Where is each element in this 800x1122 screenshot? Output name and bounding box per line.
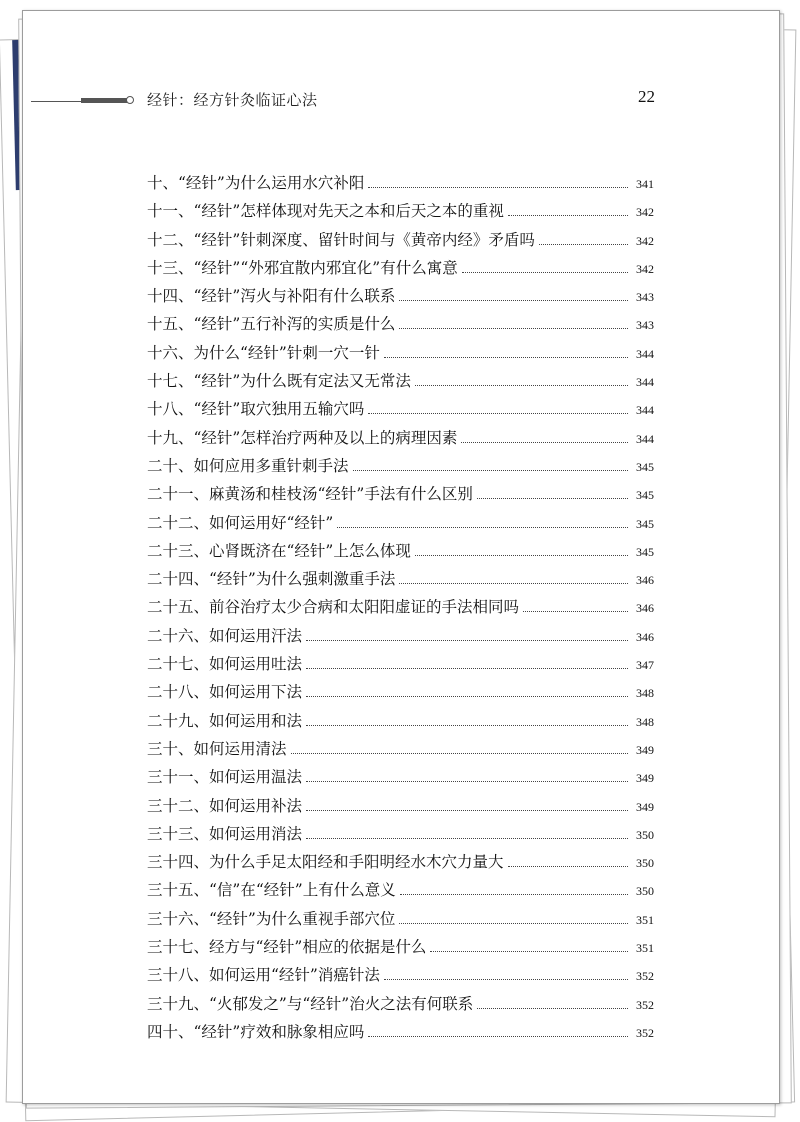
- toc-entry[interactable]: [147, 652, 654, 680]
- dot-leader: [306, 810, 628, 811]
- toc-entry-page: 350: [636, 884, 654, 899]
- toc-entry-page: 350: [636, 827, 654, 842]
- toc-entry[interactable]: [147, 567, 654, 595]
- toc-entry-page: 346: [636, 629, 654, 644]
- toc-entry-title: 十三、“经针”“外邪宜散内邪宜化”有什么寓意: [147, 258, 458, 277]
- toc-entry[interactable]: [147, 907, 654, 935]
- toc-entry[interactable]: [147, 397, 654, 425]
- dot-leader: [291, 753, 628, 754]
- toc-entry-page: 347: [636, 658, 654, 673]
- toc-entry[interactable]: [147, 454, 654, 482]
- dot-leader: [399, 923, 628, 924]
- toc-entry[interactable]: [147, 369, 654, 397]
- toc-entry[interactable]: [147, 256, 654, 284]
- toc-entry-page: 345: [636, 516, 654, 531]
- toc-entry[interactable]: [147, 794, 654, 822]
- toc-entry-title: 三十六、“经针”为什么重视手部穴位: [147, 909, 396, 928]
- dot-leader: [508, 866, 628, 867]
- toc-entry-page: 348: [636, 686, 654, 701]
- toc-entry[interactable]: [147, 737, 654, 765]
- toc-entry[interactable]: [147, 341, 654, 369]
- toc-entry-title: 二十四、“经针”为什么强刺激重手法: [147, 570, 396, 589]
- toc-entry[interactable]: [147, 284, 654, 312]
- toc-entry-title: 二十九、如何运用和法: [147, 711, 303, 730]
- toc-entry-title: 十一、“经针”怎样体现对先天之本和后天之本的重视: [147, 202, 504, 221]
- toc-entry-page: 344: [636, 346, 654, 361]
- toc-entry-page: 344: [636, 403, 654, 418]
- toc-entry-title: 十六、为什么“经针”针刺一穴一针: [147, 343, 380, 362]
- dot-leader: [368, 187, 628, 188]
- toc-entry-title: 二十七、如何运用吐法: [147, 655, 303, 674]
- running-title: 经针：经方针灸临证心法: [147, 91, 318, 109]
- toc-entry-page: 344: [636, 431, 654, 446]
- toc-entry-title: 十七、“经针”为什么既有定法又无常法: [147, 372, 411, 391]
- toc-entry-title: 三十四、为什么手足太阳经和手阳明经水木穴力量大: [147, 853, 504, 872]
- dot-leader: [368, 413, 628, 414]
- dot-leader: [477, 498, 628, 499]
- toc-entry-page: 351: [636, 912, 654, 927]
- toc-entry-title: 三十三、如何运用消法: [147, 824, 303, 843]
- dot-leader: [306, 781, 628, 782]
- toc-entry-title: 二十、如何应用多重针刺手法: [147, 456, 349, 475]
- toc-entry-page: 343: [636, 290, 654, 305]
- toc-entry[interactable]: [147, 539, 654, 567]
- toc-entry[interactable]: [147, 1020, 654, 1048]
- table-of-contents: [147, 171, 654, 1048]
- dot-leader: [306, 640, 628, 641]
- toc-entry[interactable]: [147, 171, 654, 199]
- toc-entry-title: 十二、“经针”针刺深度、留针时间与《黄帝内经》矛盾吗: [147, 230, 535, 249]
- dot-leader: [368, 1036, 628, 1037]
- toc-entry-page: 346: [636, 601, 654, 616]
- header-rule-circle: [126, 96, 134, 104]
- toc-entry-page: 348: [636, 714, 654, 729]
- toc-entry[interactable]: [147, 992, 654, 1020]
- toc-entry-title: 十五、“经针”五行补泻的实质是什么: [147, 315, 396, 334]
- toc-entry-page: 345: [636, 544, 654, 559]
- toc-entry-title: 二十三、心肾既济在“经针”上怎么体现: [147, 541, 411, 560]
- toc-entry[interactable]: [147, 963, 654, 991]
- toc-entry-page: 351: [636, 941, 654, 956]
- toc-entry-page: 342: [636, 233, 654, 248]
- dot-leader: [539, 244, 628, 245]
- dot-leader: [508, 215, 628, 216]
- toc-entry-title: 十八、“经针”取穴独用五输穴吗: [147, 400, 365, 419]
- book-page: [22, 10, 780, 1104]
- dot-leader: [353, 470, 628, 471]
- dot-leader: [523, 611, 628, 612]
- toc-entry-page: 349: [636, 771, 654, 786]
- toc-entry-page: 342: [636, 205, 654, 220]
- dot-leader: [400, 894, 628, 895]
- dot-leader: [415, 555, 628, 556]
- toc-entry[interactable]: [147, 624, 654, 652]
- toc-entry-page: 344: [636, 375, 654, 390]
- toc-entry-title: 二十八、如何运用下法: [147, 683, 303, 702]
- toc-entry[interactable]: [147, 878, 654, 906]
- dot-leader: [462, 272, 628, 273]
- dot-leader: [306, 696, 628, 697]
- toc-entry-title: 三十九、“火郁发之”与“经针”治火之法有何联系: [147, 994, 474, 1013]
- dot-leader: [477, 1008, 628, 1009]
- toc-entry-title: 三十二、如何运用补法: [147, 796, 303, 815]
- toc-entry-title: 三十八、如何运用“经针”消癌针法: [147, 966, 380, 985]
- dot-leader: [306, 725, 628, 726]
- toc-entry-title: 三十一、如何运用温法: [147, 768, 303, 787]
- dot-leader: [306, 668, 628, 669]
- toc-entry-page: 343: [636, 318, 654, 333]
- toc-entry-page: 350: [636, 856, 654, 871]
- toc-entry[interactable]: [147, 595, 654, 623]
- toc-entry-title: 四十、“经针”疗效和脉象相应吗: [147, 1022, 365, 1041]
- toc-entry-page: 352: [636, 969, 654, 984]
- toc-entry-title: 二十六、如何运用汗法: [147, 626, 303, 645]
- toc-entry-title: 十、“经针”为什么运用水穴补阳: [147, 174, 365, 192]
- toc-entry[interactable]: [147, 312, 654, 340]
- toc-entry[interactable]: [147, 709, 654, 737]
- toc-entry-title: 二十一、麻黄汤和桂枝汤“经针”手法有什么区别: [147, 485, 473, 504]
- toc-entry[interactable]: [147, 511, 654, 539]
- toc-entry[interactable]: [147, 935, 654, 963]
- toc-entry-title: 三十、如何运用清法: [147, 739, 287, 758]
- dot-leader: [430, 951, 628, 952]
- toc-entry[interactable]: [147, 680, 654, 708]
- toc-entry[interactable]: [147, 850, 654, 878]
- toc-entry[interactable]: [147, 199, 654, 227]
- toc-entry-page: 341: [636, 177, 654, 191]
- toc-entry-title: 二十二、如何运用好“经针”: [147, 513, 334, 532]
- toc-entry[interactable]: [147, 228, 654, 256]
- toc-entry-page: 346: [636, 573, 654, 588]
- toc-entry-page: 352: [636, 997, 654, 1012]
- dot-leader: [415, 385, 628, 386]
- toc-entry-title: 三十五、“信”在“经针”上有什么意义: [147, 881, 396, 900]
- dot-leader: [306, 838, 628, 839]
- toc-entry-page: 352: [636, 1025, 654, 1040]
- header-rule-bar: [81, 98, 127, 103]
- toc-entry-title: 十九、“经针”怎样治疗两种及以上的病理因素: [147, 428, 458, 447]
- toc-entry-page: 345: [636, 459, 654, 474]
- toc-entry[interactable]: [147, 765, 654, 793]
- toc-entry[interactable]: [147, 822, 654, 850]
- toc-entry-page: 349: [636, 799, 654, 814]
- toc-entry-title: 十四、“经针”泻火与补阳有什么联系: [147, 287, 396, 306]
- toc-entry-title: 三十七、经方与“经针”相应的依据是什么: [147, 938, 427, 957]
- dot-leader: [399, 583, 628, 584]
- dot-leader: [384, 357, 628, 358]
- toc-entry-page: 349: [636, 742, 654, 757]
- page-number: 22: [638, 87, 655, 106]
- dot-leader: [461, 442, 628, 443]
- dot-leader: [399, 300, 628, 301]
- toc-entry-title: 二十五、前谷治疗太少合病和太阳阳虚证的手法相同吗: [147, 598, 520, 617]
- toc-entry-page: 345: [636, 488, 654, 503]
- toc-entry[interactable]: [147, 482, 654, 510]
- toc-entry[interactable]: [147, 426, 654, 454]
- dot-leader: [337, 527, 628, 528]
- toc-entry-page: 342: [636, 261, 654, 276]
- dot-leader: [399, 328, 628, 329]
- dot-leader: [384, 979, 628, 980]
